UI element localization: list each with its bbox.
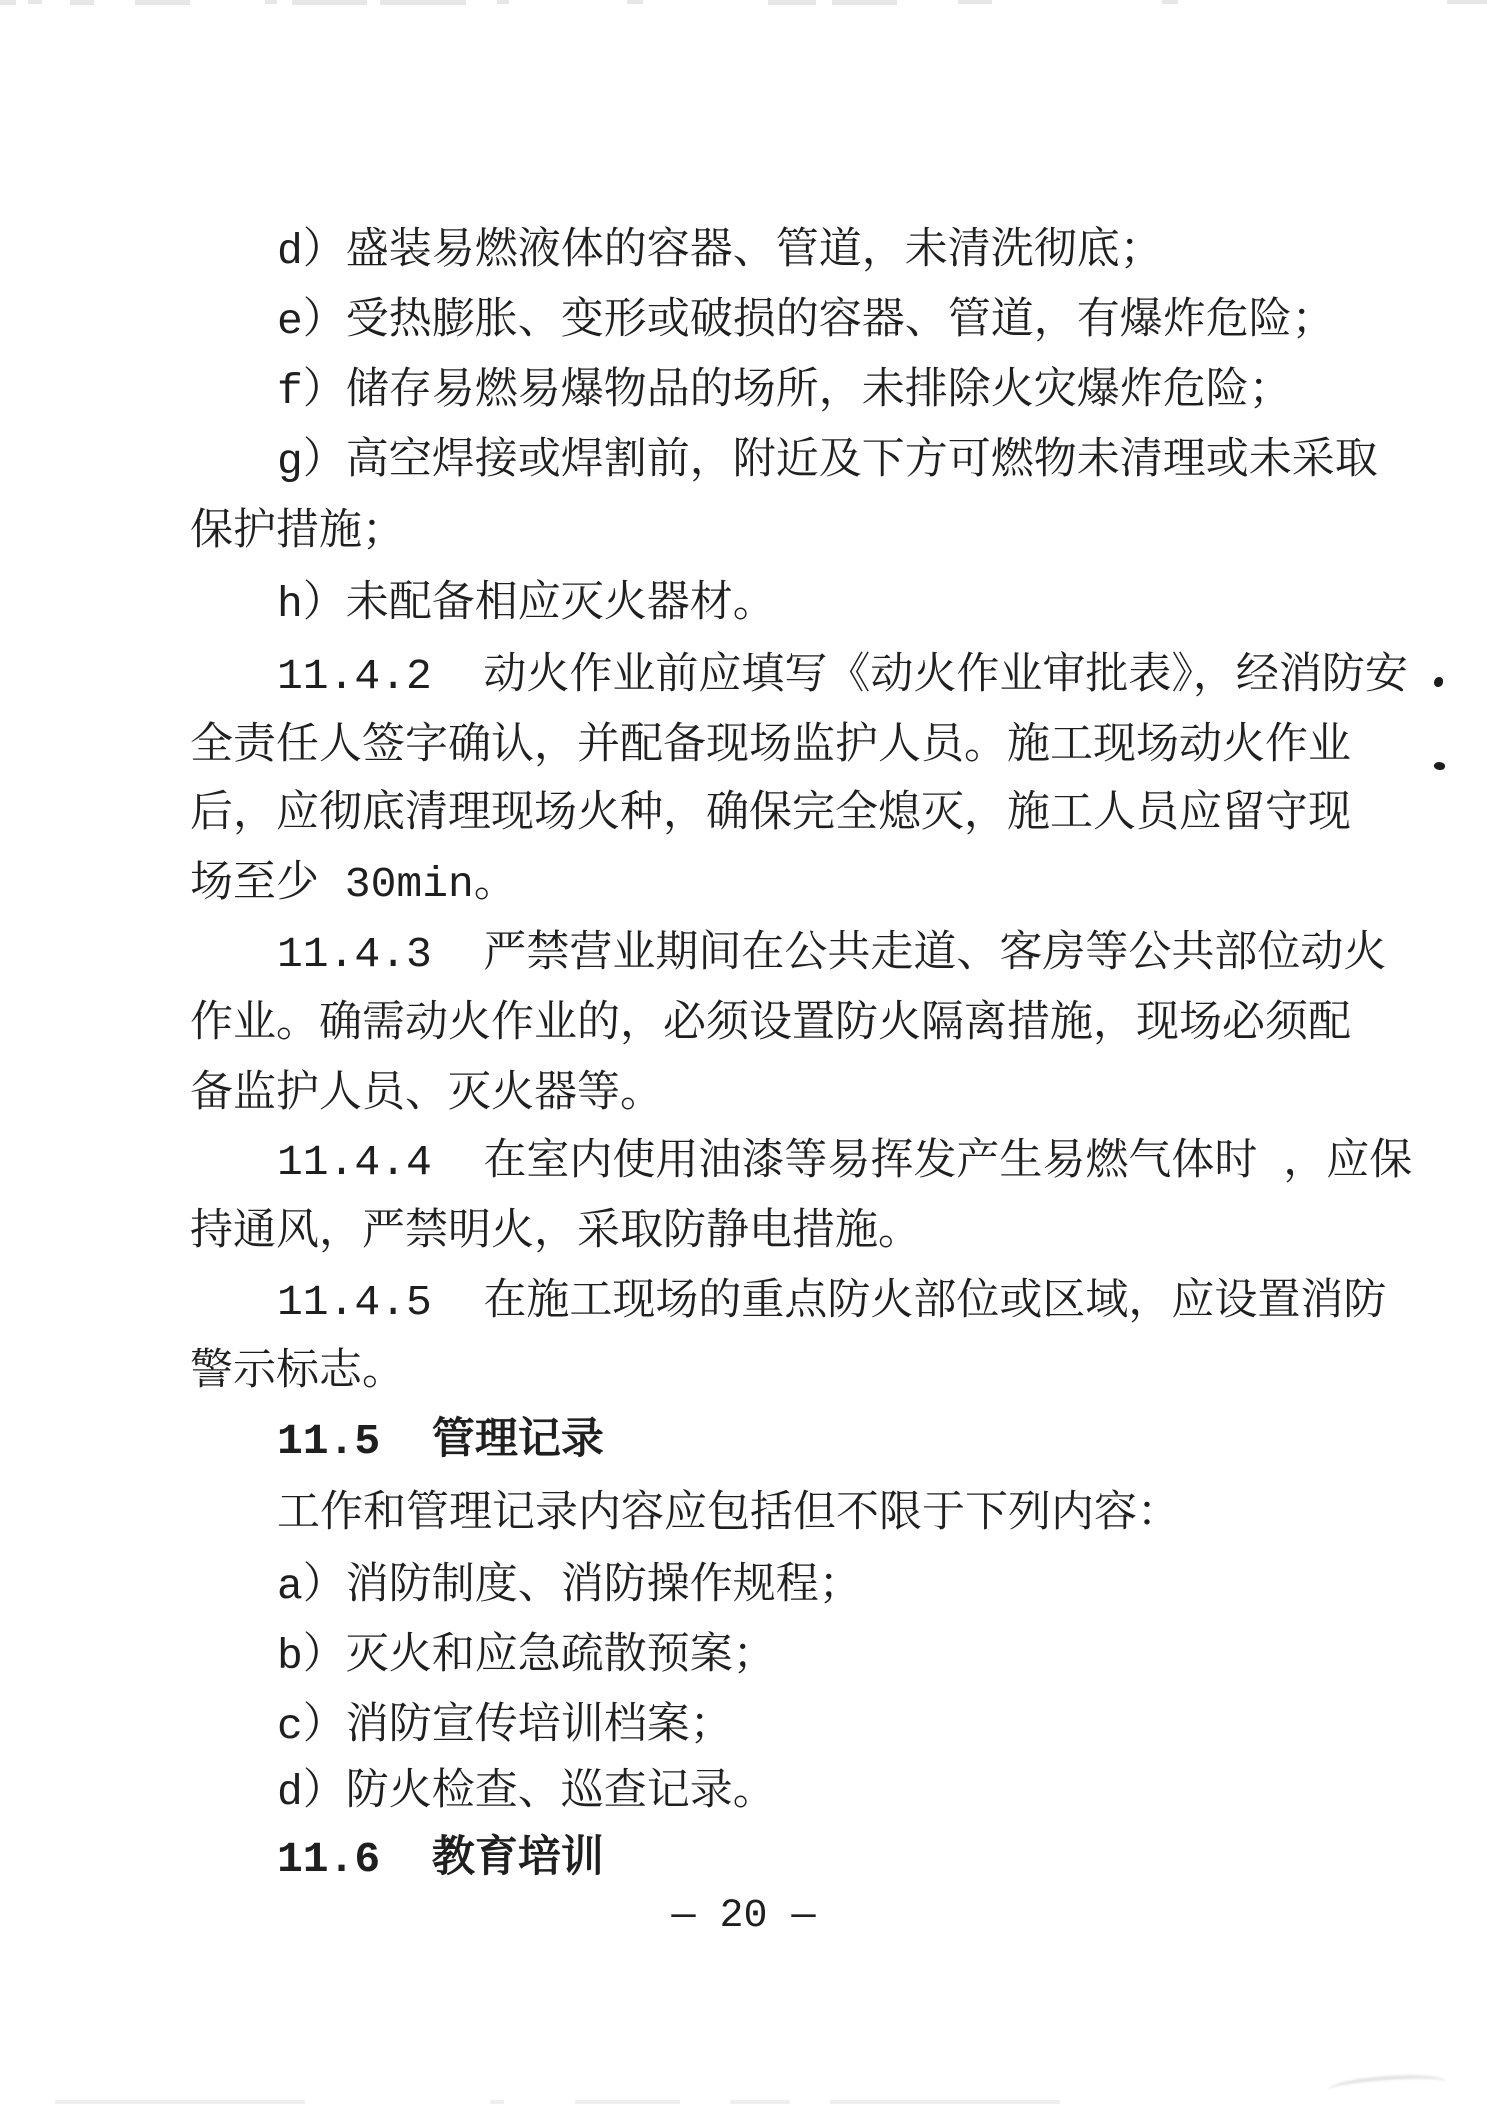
ink-speck bbox=[1433, 761, 1446, 772]
record-item-b: b）灭火和应急疏散预案； bbox=[277, 1632, 776, 1681]
scanner-artifact bbox=[70, 0, 94, 5]
clause-11-4-3-line-2: 作业。确需动火作业的，必须设置防火隔离措施，现场必须配 bbox=[190, 1000, 1351, 1049]
scanner-artifact bbox=[55, 2100, 305, 2104]
scanner-artifact bbox=[627, 0, 643, 4]
scanner-artifact bbox=[265, 0, 277, 4]
list-item-d: d）盛装易燃液体的容器、管道，未清洗彻底； bbox=[277, 227, 1163, 276]
scanner-artifact bbox=[292, 0, 367, 5]
records-intro: 工作和管理记录内容应包括但不限于下列内容： bbox=[277, 1490, 1180, 1539]
list-item-g-line-2: 保护措施； bbox=[190, 508, 405, 557]
record-item-d: d）防火检查、巡查记录。 bbox=[277, 1768, 776, 1817]
scanner-artifact bbox=[497, 0, 509, 4]
page-number: — 20 — bbox=[671, 1894, 816, 1939]
clause-11-4-3-line-1: 11.4.3 严禁营业期间在公共走道、客房等公共部位动火 bbox=[277, 930, 1387, 979]
scanner-artifact bbox=[768, 0, 816, 5]
clause-11-4-2-line-1: 11.4.2 动火作业前应填写《动火作业审批表》，经消防安 bbox=[277, 652, 1408, 701]
clause-11-4-4-line-1: 11.4.4 在室内使用油漆等易挥发产生易燃气体时 ，应保 bbox=[277, 1138, 1413, 1187]
list-item-g-line-1: g）高空焊接或焊割前，附近及下方可燃物未清理或未采取 bbox=[277, 437, 1378, 486]
clause-11-4-5-line-2: 警示标志。 bbox=[190, 1348, 405, 1397]
scanner-artifact bbox=[28, 0, 42, 4]
scanner-artifact bbox=[135, 0, 190, 5]
scanner-artifact bbox=[958, 0, 992, 4]
heading-11-6: 11.6 教育培训 bbox=[277, 1835, 604, 1884]
scanner-artifact bbox=[830, 2100, 1060, 2104]
scanner-artifact bbox=[575, 2100, 680, 2104]
clause-11-4-3-line-3: 备监护人员、灭火器等。 bbox=[190, 1070, 663, 1119]
list-item-f: f）储存易燃易爆物品的场所，未排除火灾爆炸危险； bbox=[277, 367, 1292, 416]
list-item-e: e）受热膨胀、变形或破损的容器、管道，有爆炸危险； bbox=[277, 297, 1335, 346]
clause-11-4-2-line-3: 后，应彻底清理现场火种，确保完全熄灭，施工人员应留守现 bbox=[190, 790, 1351, 839]
heading-11-5: 11.5 管理记录 bbox=[277, 1417, 604, 1466]
scanner-artifact bbox=[380, 0, 466, 5]
clause-11-4-2-line-2: 全责任人签字确认，并配备现场监护人员。施工现场动火作业 bbox=[190, 722, 1351, 771]
record-item-a: a）消防制度、消防操作规程； bbox=[277, 1562, 862, 1611]
scanner-artifact bbox=[0, 0, 16, 5]
scanner-artifact bbox=[1447, 0, 1487, 4]
scanner-artifact bbox=[490, 2100, 504, 2104]
clause-11-4-5-line-1: 11.4.5 在施工现场的重点防火部位或区域，应设置消防 bbox=[277, 1278, 1387, 1327]
scanner-artifact bbox=[1162, 0, 1178, 4]
scanner-artifact bbox=[730, 2100, 790, 2104]
ink-speck bbox=[1434, 677, 1443, 687]
clause-11-4-4-line-2: 持通风，严禁明火，采取防静电措施。 bbox=[190, 1208, 921, 1257]
scanner-smudge bbox=[1327, 2072, 1446, 2100]
record-item-c: c）消防宣传培训档案； bbox=[277, 1702, 733, 1751]
scanner-artifact bbox=[832, 0, 897, 5]
clause-11-4-2-line-4: 场至少 30min。 bbox=[190, 860, 517, 909]
list-item-h: h）未配备相应灭火器材。 bbox=[277, 580, 776, 629]
